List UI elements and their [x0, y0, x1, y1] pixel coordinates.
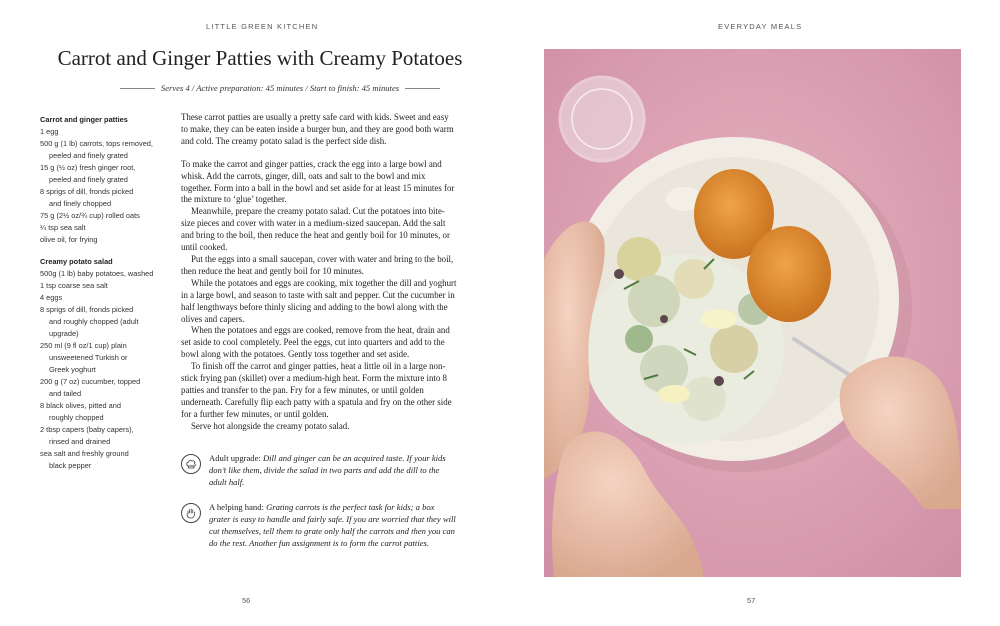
ingredient-line: 1 egg: [40, 127, 59, 136]
method-paragraph: To make the carrot and ginger patties, crack the egg into a large bowl and whisk. Add the carrots, ginger, dill, oats and salt to the bowl and mix together. Form into a ball in the bowl and set aside for at least 15 minutes for the mixture to ‘glue’ together.: [181, 158, 455, 205]
recipe-title: Carrot and Ginger Patties with Creamy Potatoes: [57, 46, 463, 70]
food-photo: [544, 49, 961, 577]
method-paragraph: To finish off the carrot and ginger patties, heat a little oil in a large non-stick frying pan (skillet) over a medium-high heat. Form the mixture into 8 patties and transfer to the pan. Fry for a few minutes, or until golden underneath. Carefully flip each patty with a spatula and fry on the other side for a further few minutes, or until golden.: [181, 361, 452, 419]
ingredient-line: olive oil, for frying: [40, 235, 98, 244]
method-paragraph: Serve hot alongside the creamy potato salad.: [191, 420, 350, 431]
method-text: [181, 112, 457, 433]
ingredient-line: 200 g (7 oz) cucumber, topped: [40, 377, 141, 386]
ingredient-line: and roughly chopped (adult: [49, 317, 139, 326]
water-glass: [560, 77, 644, 161]
method-paragraph: When the potatoes and eggs are cooked, remove from the heat, drain and set aside to cool completely. Peel the eggs, cut into quarters and add to the bowl along with the potatoes. Gently toss together and set aside.: [181, 325, 450, 360]
tip-label: A helping hand:: [209, 502, 264, 512]
page-number-right: 57: [747, 596, 756, 605]
ingredient-line: unsweetened Turkish or: [49, 353, 128, 362]
tip-label: Adult upgrade:: [209, 453, 261, 463]
meta-rule-right: [405, 88, 440, 89]
ingredient-line: roughly chopped: [49, 413, 104, 422]
ingredient-line: upgrade): [49, 329, 79, 338]
ingredient-line: and finely chopped: [49, 199, 112, 208]
ingredient-line: 500g (1 lb) baby potatoes, washed: [40, 269, 154, 278]
ingredient-line: 2 tbsp capers (baby capers),: [40, 425, 134, 434]
ingredient-line: sea salt and freshly ground: [40, 449, 129, 458]
ingredient-line: peeled and finely grated: [49, 175, 128, 184]
ingredient-line: and tailed: [49, 389, 82, 398]
hand-icon: [181, 503, 201, 523]
ingredient-line: Greek yoghurt: [49, 365, 96, 374]
tip-text: Grating carrots is the perfect task for kids; a box grater is easy to handle and fairly safe. If you are worried that they will cut themselves, tell them to grate only half the carrots and then you can do the rest. Another fun assignment is to form the carrot patties.: [209, 502, 456, 548]
ingredients-list: [40, 114, 162, 472]
ingredient-line: 4 eggs: [40, 293, 63, 302]
ingredient-line: 8 sprigs of dill, fronds picked: [40, 187, 134, 196]
ingredient-line: 15 g (½ oz) fresh ginger root,: [40, 163, 136, 172]
meta-rule-left: [120, 88, 155, 89]
tip-text: Dill and ginger can be an acquired taste. If your kids don’t like them, divide the salad in two parts and add the dill to the adult half.: [209, 453, 446, 487]
chef-hat-icon: [181, 454, 201, 474]
ingredients-group-title: Carrot and ginger patties: [40, 115, 128, 124]
ingredient-line: rinsed and drained: [49, 437, 111, 446]
tip-adult-upgrade: [181, 452, 457, 488]
recipe-meta: [120, 82, 440, 94]
ingredient-line: 250 ml (9 fl oz/1 cup) plain: [40, 341, 127, 350]
method-paragraph: Put the eggs into a small saucepan, cover with water and bring to the boil, then reduce the heat and gently boil for 10 minutes.: [181, 253, 454, 276]
method-paragraph: Meanwhile, prepare the creamy potato salad. Cut the potatoes into bite-size pieces and cover with water in a medium-sized saucepan. Add the salt and bring to the boil, then reduce the heat and gently boil for 10 minutes, or until cooked.: [181, 206, 450, 253]
ingredient-line: 8 sprigs of dill, fronds picked: [40, 305, 134, 314]
method-paragraph: While the potatoes and eggs are cooking, mix together the dill and yoghurt in a large bowl, and season to taste with salt and pepper. Cut the cucumber in half lengthways before thinly slicing and adding to the bowl along with the olives and capers.: [181, 277, 457, 324]
ingredient-line: 75 g (2½ oz/¾ cup) rolled oats: [40, 211, 140, 220]
page-number-left: 56: [242, 596, 251, 605]
running-header-right: EVERYDAY MEALS: [718, 22, 803, 31]
meta-text: Serves 4 / Active preparation: 45 minutes / Start to finish: 45 minutes: [160, 83, 400, 93]
ingredient-line: ¼ tsp sea salt: [40, 223, 86, 232]
ingredients-group-title: Creamy potato salad: [40, 257, 113, 266]
running-header-left: LITTLE GREEN KITCHEN: [206, 22, 319, 31]
tip-helping-hand: [181, 501, 457, 549]
intro-paragraph: These carrot patties are usually a pretty safe card with kids. Sweet and easy to make, they can be eaten inside a burger bun, and they are good both warm and cold. The creamy potato salad is the perfect side dish.: [181, 112, 454, 146]
ingredient-line: 8 black olives, pitted and: [40, 401, 121, 410]
ingredient-line: black pepper: [49, 461, 92, 470]
ingredient-line: 500 g (1 lb) carrots, tops removed,: [40, 139, 153, 148]
ingredient-line: peeled and finely grated: [49, 151, 128, 160]
ingredient-line: 1 tsp coarse sea salt: [40, 281, 108, 290]
